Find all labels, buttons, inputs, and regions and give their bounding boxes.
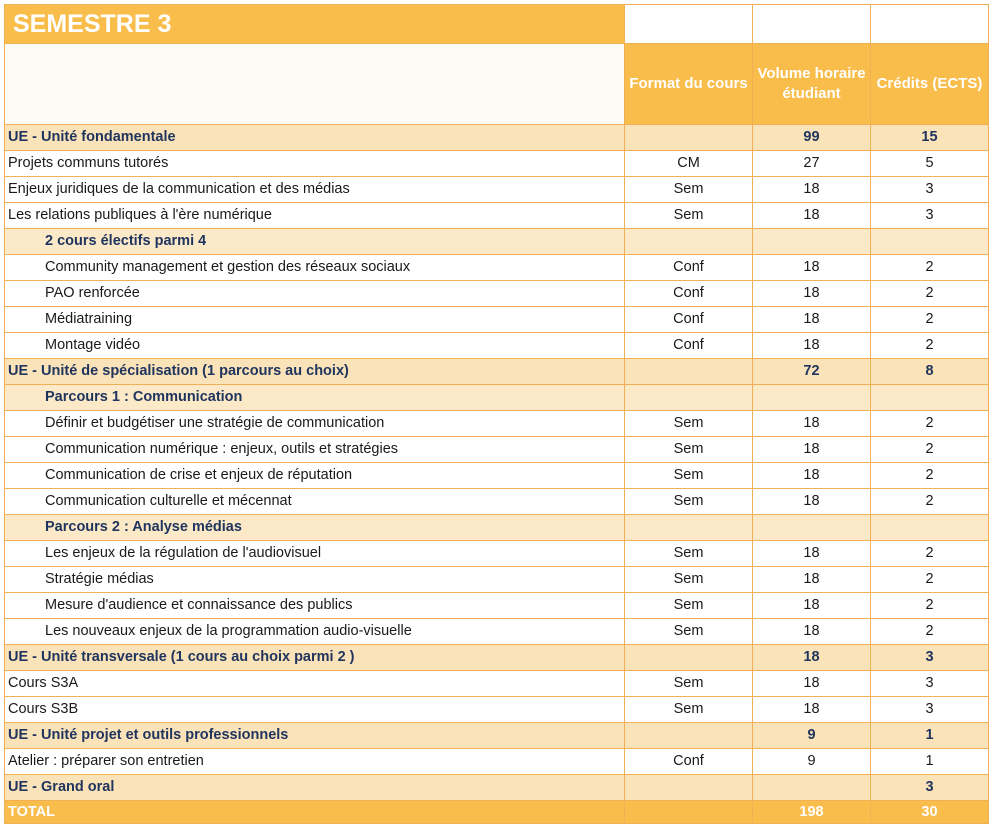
volume-cell: 18: [753, 307, 871, 333]
volume-cell: 18: [753, 333, 871, 359]
course-label: Parcours 2 : Analyse médias: [5, 515, 625, 541]
volume-cell: [753, 775, 871, 801]
volume-cell: 18: [753, 541, 871, 567]
volume-cell: 18: [753, 567, 871, 593]
volume-cell: 99: [753, 125, 871, 151]
format-cell: Conf: [625, 255, 753, 281]
format-cell: [625, 801, 753, 824]
course-label: Stratégie médias: [5, 567, 625, 593]
course-row: [5, 411, 989, 437]
course-row: [5, 697, 989, 723]
credits-cell: 2: [871, 489, 989, 515]
course-row: [5, 567, 989, 593]
semester-title: SEMESTRE 3: [5, 5, 625, 44]
blank-cell: [753, 5, 871, 44]
format-cell: [625, 385, 753, 411]
volume-cell: 18: [753, 281, 871, 307]
format-cell: CM: [625, 151, 753, 177]
course-row: [5, 255, 989, 281]
volume-cell: [753, 515, 871, 541]
title-row: [5, 5, 989, 44]
volume-cell: 18: [753, 593, 871, 619]
course-label: UE - Grand oral: [5, 775, 625, 801]
header-blank-cell: [5, 44, 625, 125]
course-label: Cours S3A: [5, 671, 625, 697]
volume-cell: 27: [753, 151, 871, 177]
course-label: Communication culturelle et mécennat: [5, 489, 625, 515]
format-cell: Conf: [625, 333, 753, 359]
course-label: UE - Unité fondamentale: [5, 125, 625, 151]
volume-cell: [753, 385, 871, 411]
course-label: Les nouveaux enjeux de la programmation audio-visuelle: [5, 619, 625, 645]
credits-cell: 2: [871, 619, 989, 645]
credits-cell: 3: [871, 177, 989, 203]
credits-cell: 8: [871, 359, 989, 385]
course-row: [5, 463, 989, 489]
volume-cell: 18: [753, 203, 871, 229]
volume-cell: 18: [753, 255, 871, 281]
credits-cell: 30: [871, 801, 989, 824]
credits-cell: 15: [871, 125, 989, 151]
course-row: [5, 671, 989, 697]
subgroup-row: [5, 385, 989, 411]
course-label: Définir et budgétiser une stratégie de communication: [5, 411, 625, 437]
course-label: Projets communs tutorés: [5, 151, 625, 177]
format-cell: Conf: [625, 749, 753, 775]
format-cell: Sem: [625, 489, 753, 515]
course-label: TOTAL: [5, 801, 625, 824]
course-label: Montage vidéo: [5, 333, 625, 359]
credits-cell: 2: [871, 411, 989, 437]
format-cell: Conf: [625, 307, 753, 333]
credits-cell: [871, 385, 989, 411]
credits-cell: 2: [871, 307, 989, 333]
format-cell: [625, 515, 753, 541]
header-volume: Volume horaire étudiant: [753, 44, 871, 125]
format-cell: Sem: [625, 541, 753, 567]
credits-cell: 2: [871, 463, 989, 489]
credits-cell: 2: [871, 567, 989, 593]
format-cell: [625, 229, 753, 255]
format-cell: [625, 645, 753, 671]
course-label: Mesure d'audience et connaissance des publics: [5, 593, 625, 619]
semester-table: [4, 4, 989, 824]
credits-cell: 2: [871, 281, 989, 307]
credits-cell: 2: [871, 437, 989, 463]
blank-cell: [871, 5, 989, 44]
course-label: UE - Unité projet et outils professionnels: [5, 723, 625, 749]
credits-cell: 3: [871, 645, 989, 671]
subgroup-row: [5, 229, 989, 255]
volume-cell: 18: [753, 671, 871, 697]
format-cell: Sem: [625, 567, 753, 593]
course-row: [5, 749, 989, 775]
blank-cell: [625, 5, 753, 44]
course-label: Communication numérique : enjeux, outils et stratégies: [5, 437, 625, 463]
format-cell: Conf: [625, 281, 753, 307]
format-cell: Sem: [625, 177, 753, 203]
credits-cell: 3: [871, 775, 989, 801]
course-label: UE - Unité de spécialisation (1 parcours au choix): [5, 359, 625, 385]
course-row: [5, 177, 989, 203]
ue-row: [5, 775, 989, 801]
course-row: [5, 593, 989, 619]
volume-cell: 18: [753, 489, 871, 515]
course-label: Enjeux juridiques de la communication et des médias: [5, 177, 625, 203]
credits-cell: 2: [871, 593, 989, 619]
course-row: [5, 333, 989, 359]
course-label: Parcours 1 : Communication: [5, 385, 625, 411]
course-label: Communication de crise et enjeux de réputation: [5, 463, 625, 489]
course-label: UE - Unité transversale (1 cours au choix parmi 2 ): [5, 645, 625, 671]
format-cell: [625, 359, 753, 385]
credits-cell: 1: [871, 723, 989, 749]
ue-row: [5, 723, 989, 749]
course-label: PAO renforcée: [5, 281, 625, 307]
volume-cell: 72: [753, 359, 871, 385]
volume-cell: 18: [753, 619, 871, 645]
header-row: [5, 44, 989, 125]
header-format: Format du cours: [625, 44, 753, 125]
format-cell: Sem: [625, 411, 753, 437]
course-label: Community management et gestion des réseaux sociaux: [5, 255, 625, 281]
ue-row: [5, 645, 989, 671]
course-row: [5, 281, 989, 307]
total-row: [5, 801, 989, 824]
credits-cell: [871, 229, 989, 255]
course-label: Les relations publiques à l'ère numérique: [5, 203, 625, 229]
format-cell: Sem: [625, 593, 753, 619]
format-cell: Sem: [625, 619, 753, 645]
volume-cell: 18: [753, 437, 871, 463]
course-row: [5, 619, 989, 645]
credits-cell: 2: [871, 541, 989, 567]
volume-cell: 18: [753, 697, 871, 723]
credits-cell: 3: [871, 671, 989, 697]
course-row: [5, 489, 989, 515]
volume-cell: 9: [753, 749, 871, 775]
course-label: 2 cours électifs parmi 4: [5, 229, 625, 255]
ue-row: [5, 359, 989, 385]
course-row: [5, 203, 989, 229]
credits-cell: 3: [871, 203, 989, 229]
volume-cell: 18: [753, 463, 871, 489]
course-label: Cours S3B: [5, 697, 625, 723]
ue-row: [5, 125, 989, 151]
credits-cell: 3: [871, 697, 989, 723]
volume-cell: 18: [753, 411, 871, 437]
header-credits: Crédits (ECTS): [871, 44, 989, 125]
format-cell: Sem: [625, 437, 753, 463]
format-cell: [625, 775, 753, 801]
credits-cell: 1: [871, 749, 989, 775]
format-cell: Sem: [625, 203, 753, 229]
volume-cell: 198: [753, 801, 871, 824]
volume-cell: [753, 229, 871, 255]
subgroup-row: [5, 515, 989, 541]
credits-cell: 2: [871, 333, 989, 359]
course-row: [5, 151, 989, 177]
course-label: Médiatraining: [5, 307, 625, 333]
format-cell: [625, 125, 753, 151]
course-row: [5, 307, 989, 333]
volume-cell: 18: [753, 645, 871, 671]
format-cell: Sem: [625, 697, 753, 723]
course-label: Les enjeux de la régulation de l'audiovisuel: [5, 541, 625, 567]
format-cell: Sem: [625, 671, 753, 697]
course-row: [5, 541, 989, 567]
credits-cell: [871, 515, 989, 541]
credits-cell: 2: [871, 255, 989, 281]
course-label: Atelier : préparer son entretien: [5, 749, 625, 775]
credits-cell: 5: [871, 151, 989, 177]
format-cell: [625, 723, 753, 749]
volume-cell: 18: [753, 177, 871, 203]
course-row: [5, 437, 989, 463]
volume-cell: 9: [753, 723, 871, 749]
format-cell: Sem: [625, 463, 753, 489]
